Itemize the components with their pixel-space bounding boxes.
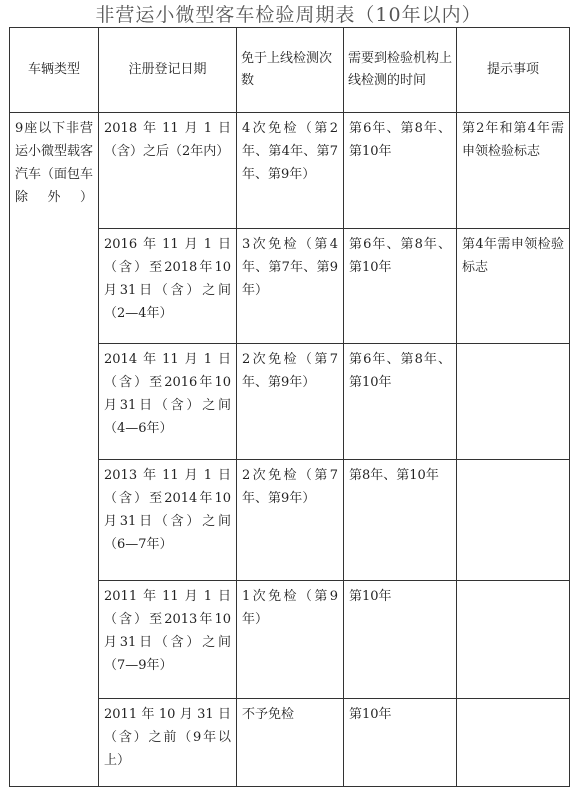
required-times-cell: 第6年、第8年、第10年 — [344, 344, 457, 460]
header-notes: 提示事项 — [457, 28, 570, 113]
header-registration-date: 注册登记日期 — [99, 28, 237, 113]
table-row — [10, 113, 570, 229]
registration-date-cell: 2011年11月1日（含）至2013年10月31日（含）之间（7—9年） — [99, 581, 237, 699]
notes-cell — [457, 581, 570, 699]
registration-date-cell: 2016年11月1日（含）至2018年10月31日（含）之间（2—4年） — [99, 229, 237, 344]
required-times-cell: 第10年 — [344, 699, 457, 787]
exempt-count-cell: 3次免检（第4年、第7年、第9年） — [237, 229, 344, 344]
header-exempt-count: 免于上线检测次数 — [237, 28, 344, 113]
exempt-count-cell: 2次免检（第7年、第9年） — [237, 344, 344, 460]
inspection-schedule-table — [9, 27, 570, 787]
header-required-times: 需要到检验机构上线检测的时间 — [344, 28, 457, 113]
exempt-count-cell: 不予免检 — [237, 699, 344, 787]
header-row — [10, 28, 570, 113]
registration-date-cell: 2013年11月1日（含）至2014年10月31日（含）之间（6—7年） — [99, 460, 237, 581]
registration-date-cell: 2014年11月1日（含）至2016年10月31日（含）之间（4—6年） — [99, 344, 237, 460]
notes-cell — [457, 699, 570, 787]
document-title: 非营运小微型客车检验周期表（10年以内） — [95, 4, 482, 26]
required-times-cell: 第10年 — [344, 581, 457, 699]
registration-date-cell: 2018年11月1日（含）之后（2年内） — [99, 113, 237, 229]
notes-cell — [457, 460, 570, 581]
exempt-count-cell: 4次免检（第2年、第4年、第7年、第9年） — [237, 113, 344, 229]
exempt-count-cell: 2次免检（第7年、第9年） — [237, 460, 344, 581]
notes-cell: 第2年和第4年需申领检验标志 — [457, 113, 570, 229]
notes-cell — [457, 344, 570, 460]
required-times-cell: 第6年、第8年、第10年 — [344, 113, 457, 229]
vehicle-type-cell: 9座以下非营运小微型载客汽车（面包车除外） — [10, 113, 99, 787]
required-times-cell: 第8年、第10年 — [344, 460, 457, 581]
registration-date-cell: 2011年10月31日（含）之前（9年以上） — [99, 699, 237, 787]
notes-cell: 第4年需申领检验标志 — [457, 229, 570, 344]
exempt-count-cell: 1次免检（第9年） — [237, 581, 344, 699]
required-times-cell: 第6年、第8年、第10年 — [344, 229, 457, 344]
header-vehicle-type: 车辆类型 — [10, 28, 99, 113]
